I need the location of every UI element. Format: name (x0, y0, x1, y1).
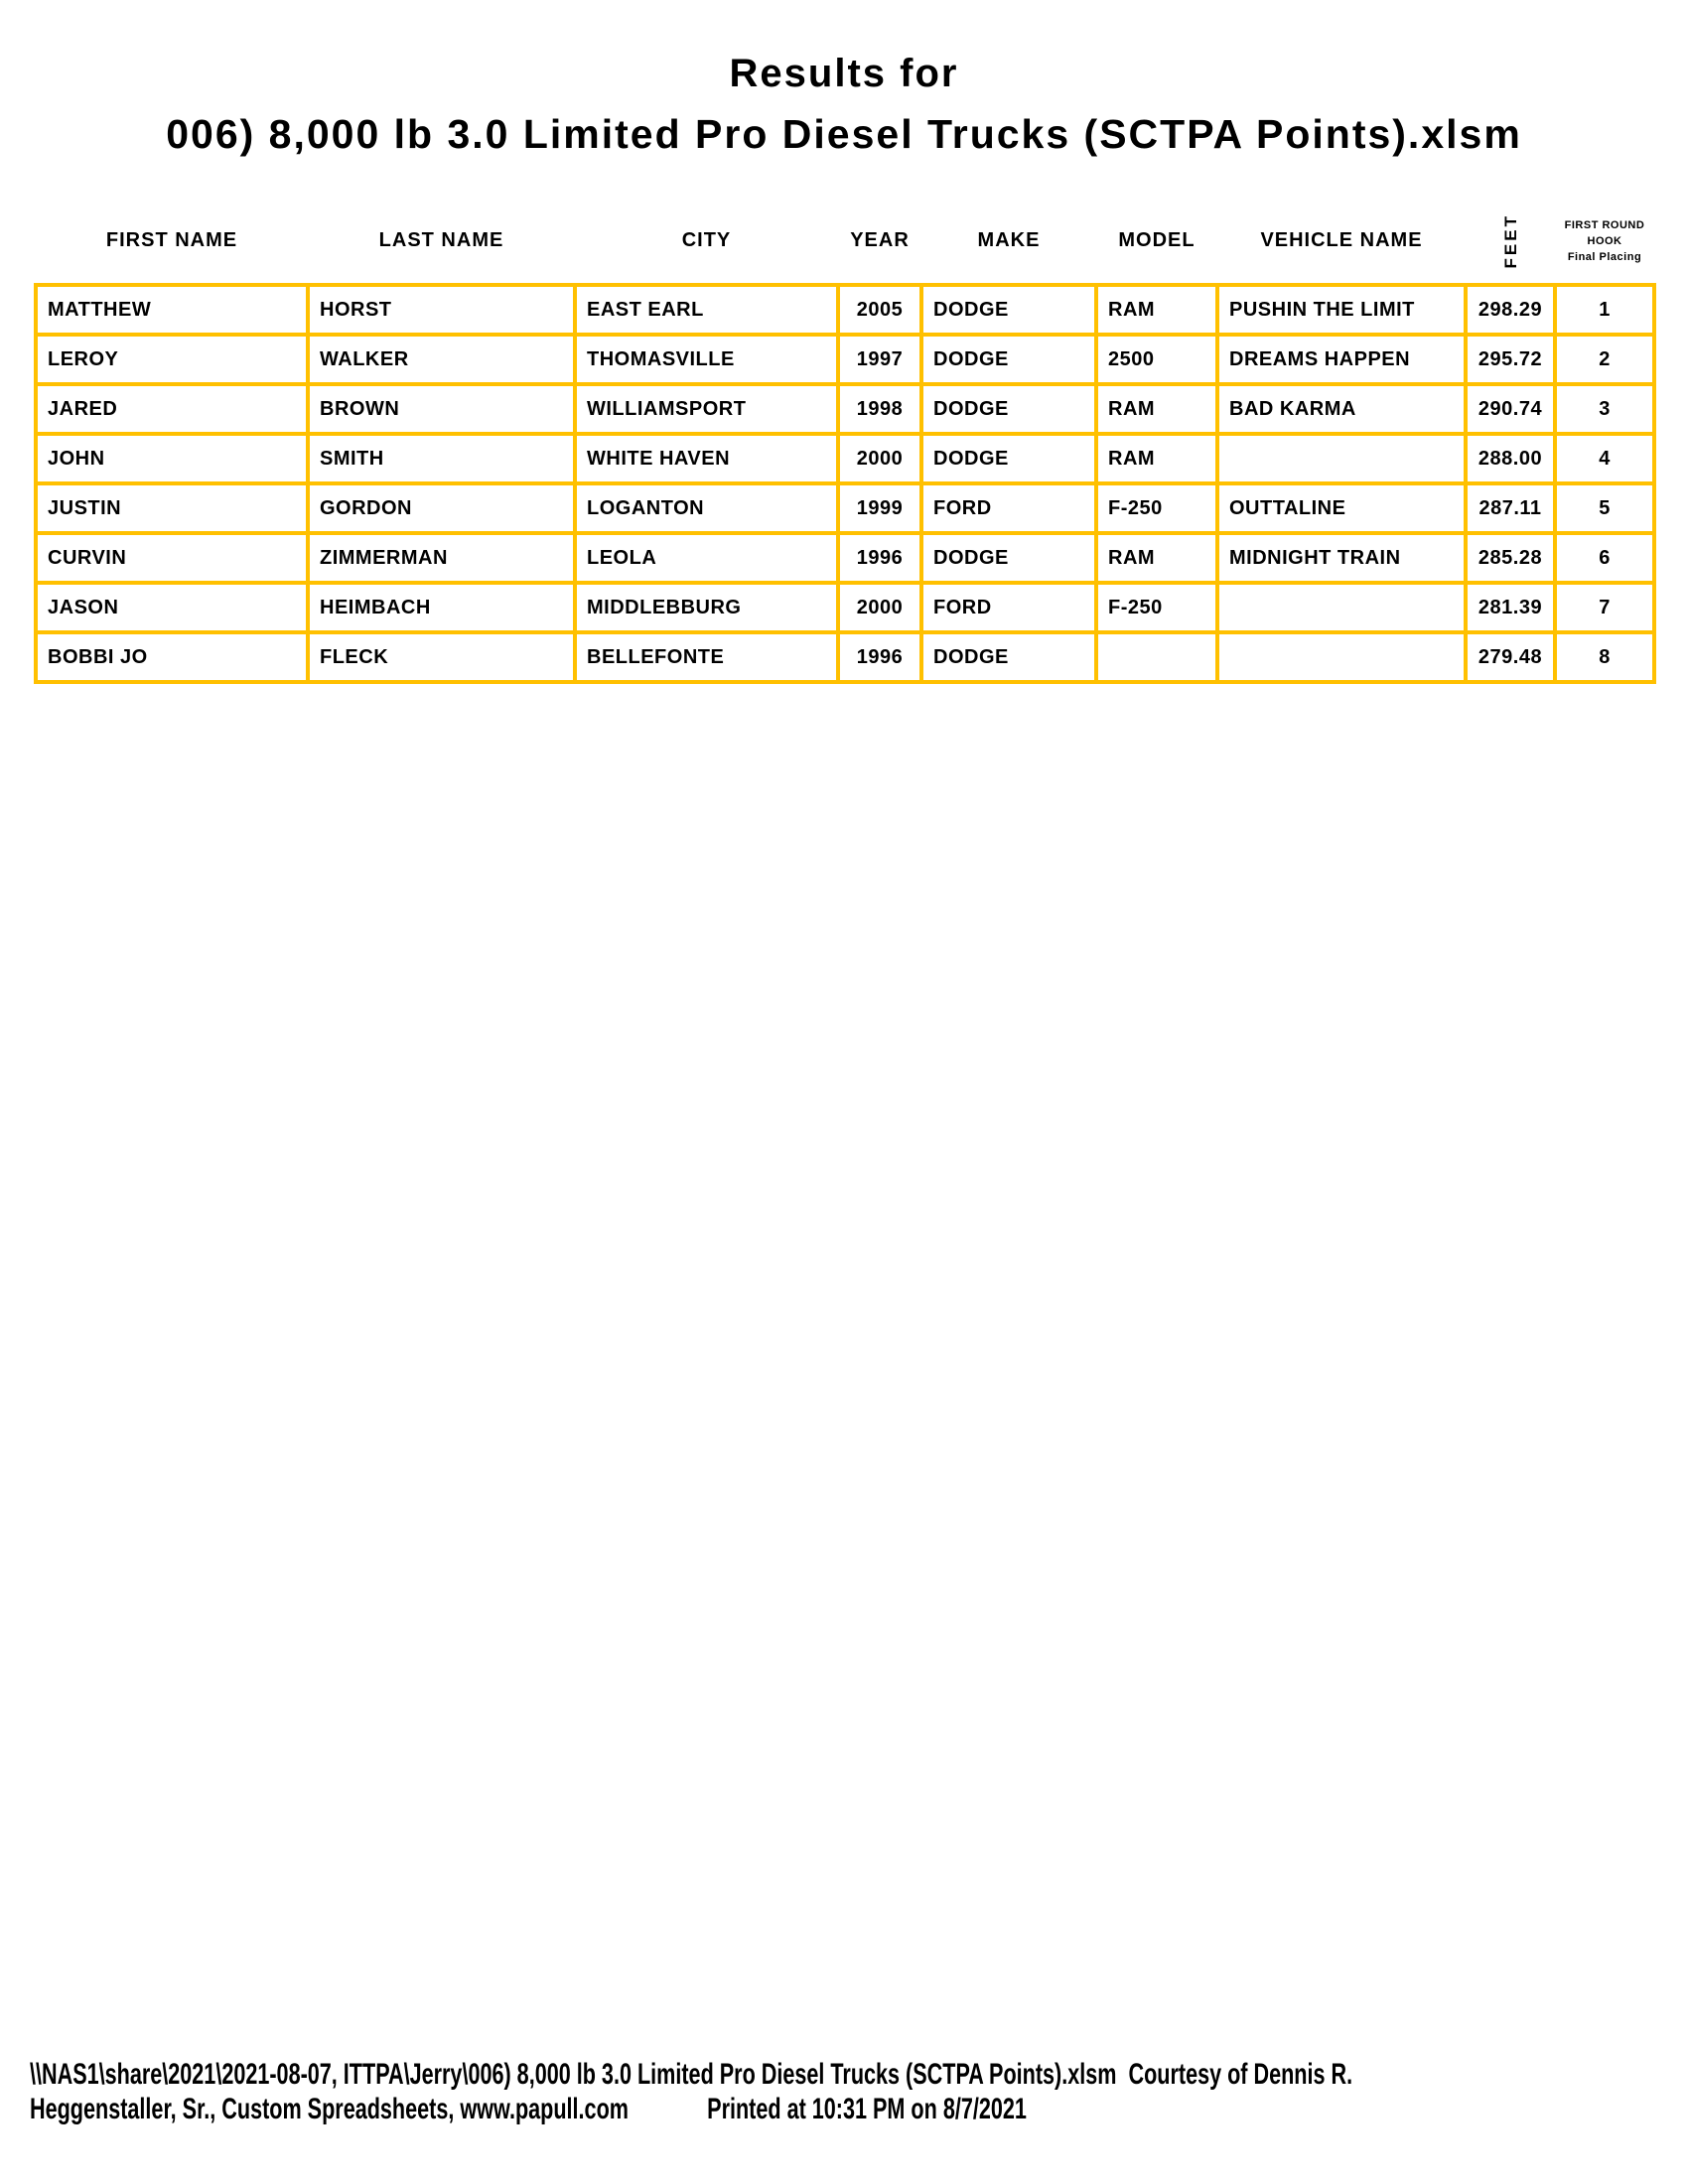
table-cell-last-name: HEIMBACH (308, 583, 575, 632)
table-cell-placing: 5 (1555, 483, 1654, 533)
table-row (36, 632, 1654, 682)
column-header-vehicle-name: VEHICLE NAME (1260, 229, 1423, 251)
table-cell-last-name: FLECK (308, 632, 575, 682)
table-cell-placing: 8 (1555, 632, 1654, 682)
table-cell-model: F-250 (1096, 583, 1217, 632)
table-cell-first-name: LEROY (36, 335, 308, 384)
table-cell-feet: 287.11 (1466, 483, 1555, 533)
placing-header-line1: FIRST ROUND (1564, 218, 1645, 231)
footer-line1: \\NAS1\share\2021\2021-08-07, ITTPA\Jerry\006) 8,000 lb 3.0 Limited Pro Diesel Trucks (SCTPA Points).xlsm Courtesy of Dennis R. (30, 2058, 1353, 2091)
column-header-year: YEAR (850, 229, 910, 251)
table-cell-model: 2500 (1096, 335, 1217, 384)
table-cell-placing: 1 (1555, 285, 1654, 335)
table-cell-model: RAM (1096, 384, 1217, 434)
table-cell-vehicle-name: PUSHIN THE LIMIT (1217, 285, 1466, 335)
table-cell-feet: 298.29 (1466, 285, 1555, 335)
table-cell-vehicle-name: MIDNIGHT TRAIN (1217, 533, 1466, 583)
page-title-line1: Results for (729, 52, 959, 95)
placing-header-line2: HOOK (1587, 234, 1622, 247)
column-header-model: MODEL (1118, 229, 1196, 251)
table-cell-city: WHITE HAVEN (575, 434, 838, 483)
table-cell-feet: 290.74 (1466, 384, 1555, 434)
table-cell-first-name: JASON (36, 583, 308, 632)
table-cell-last-name: WALKER (308, 335, 575, 384)
table-header-row (36, 199, 1654, 285)
table-cell-make: DODGE (921, 384, 1096, 434)
column-header-make: MAKE (977, 229, 1041, 251)
table-row (36, 434, 1654, 483)
table-cell-last-name: SMITH (308, 434, 575, 483)
table-cell-placing: 7 (1555, 583, 1654, 632)
column-header-placing (1555, 199, 1654, 285)
table-cell-last-name: HORST (308, 285, 575, 335)
table-cell-year: 1997 (838, 335, 921, 384)
column-header-first-name: FIRST NAME (105, 229, 238, 251)
table-cell-make: DODGE (921, 434, 1096, 483)
table-cell-vehicle-name: DREAMS HAPPEN (1217, 335, 1466, 384)
column-header-last-name: LAST NAME (378, 229, 504, 251)
table-cell-year: 1998 (838, 384, 921, 434)
table-cell-first-name: JUSTIN (36, 483, 308, 533)
table-cell-model: RAM (1096, 533, 1217, 583)
table-row (36, 285, 1654, 335)
table-cell-make: DODGE (921, 335, 1096, 384)
table-cell-city: MIDDLEBBURG (575, 583, 838, 632)
column-header-feet (1466, 199, 1555, 285)
table-cell-vehicle-name (1217, 583, 1466, 632)
table-cell-city: LOGANTON (575, 483, 838, 533)
table-cell-year: 1996 (838, 533, 921, 583)
table-cell-make: DODGE (921, 533, 1096, 583)
table-row (36, 483, 1654, 533)
page-title-line2: 006) 8,000 lb 3.0 Limited Pro Diesel Trucks (SCTPA Points).xlsm (166, 111, 1522, 157)
table-row (36, 533, 1654, 583)
table-row (36, 335, 1654, 384)
table-cell-make: FORD (921, 583, 1096, 632)
page-footer (30, 2057, 1678, 2126)
feet-rotated-label: FEET (1500, 212, 1520, 269)
table-cell-vehicle-name (1217, 632, 1466, 682)
table-cell-feet: 285.28 (1466, 533, 1555, 583)
table-row (36, 583, 1654, 632)
table-cell-year: 1999 (838, 483, 921, 533)
table-cell-model: RAM (1096, 434, 1217, 483)
table-cell-year: 2005 (838, 285, 921, 335)
table-cell-model (1096, 632, 1217, 682)
table-cell-city: BELLEFONTE (575, 632, 838, 682)
table-cell-make: DODGE (921, 285, 1096, 335)
footer-line2-right: Printed at 10:31 PM on 8/7/2021 (707, 2093, 1027, 2125)
table-cell-last-name: GORDON (308, 483, 575, 533)
table-cell-feet: 279.48 (1466, 632, 1555, 682)
footer-line2-left: Heggenstaller, Sr., Custom Spreadsheets, www.papull.com (30, 2093, 629, 2125)
table-cell-feet: 288.00 (1466, 434, 1555, 483)
results-table (34, 199, 1656, 684)
table-cell-first-name: MATTHEW (36, 285, 308, 335)
placing-header-line3: Final Placing (1567, 250, 1642, 263)
table-cell-last-name: ZIMMERMAN (308, 533, 575, 583)
table-row (36, 384, 1654, 434)
table-cell-year: 1996 (838, 632, 921, 682)
table-cell-model: F-250 (1096, 483, 1217, 533)
table-cell-make: DODGE (921, 632, 1096, 682)
table-cell-placing: 4 (1555, 434, 1654, 483)
table-cell-year: 2000 (838, 434, 921, 483)
table-cell-vehicle-name: BAD KARMA (1217, 384, 1466, 434)
table-cell-first-name: JOHN (36, 434, 308, 483)
table-cell-first-name: BOBBI JO (36, 632, 308, 682)
table-cell-year: 2000 (838, 583, 921, 632)
table-cell-placing: 6 (1555, 533, 1654, 583)
table-cell-placing: 3 (1555, 384, 1654, 434)
table-cell-vehicle-name: OUTTALINE (1217, 483, 1466, 533)
table-cell-placing: 2 (1555, 335, 1654, 384)
table-cell-model: RAM (1096, 285, 1217, 335)
table-cell-vehicle-name (1217, 434, 1466, 483)
table-cell-city: EAST EARL (575, 285, 838, 335)
table-cell-feet: 281.39 (1466, 583, 1555, 632)
table-cell-last-name: BROWN (308, 384, 575, 434)
table-cell-first-name: CURVIN (36, 533, 308, 583)
table-cell-city: LEOLA (575, 533, 838, 583)
table-cell-first-name: JARED (36, 384, 308, 434)
column-header-city: CITY (681, 229, 732, 251)
table-cell-make: FORD (921, 483, 1096, 533)
results-table-body (36, 285, 1654, 682)
table-cell-feet: 295.72 (1466, 335, 1555, 384)
feet-header-wrap (1466, 199, 1555, 283)
table-cell-city: THOMASVILLE (575, 335, 838, 384)
footer-line2 (30, 2092, 1216, 2126)
table-cell-city: WILLIAMSPORT (575, 384, 838, 434)
